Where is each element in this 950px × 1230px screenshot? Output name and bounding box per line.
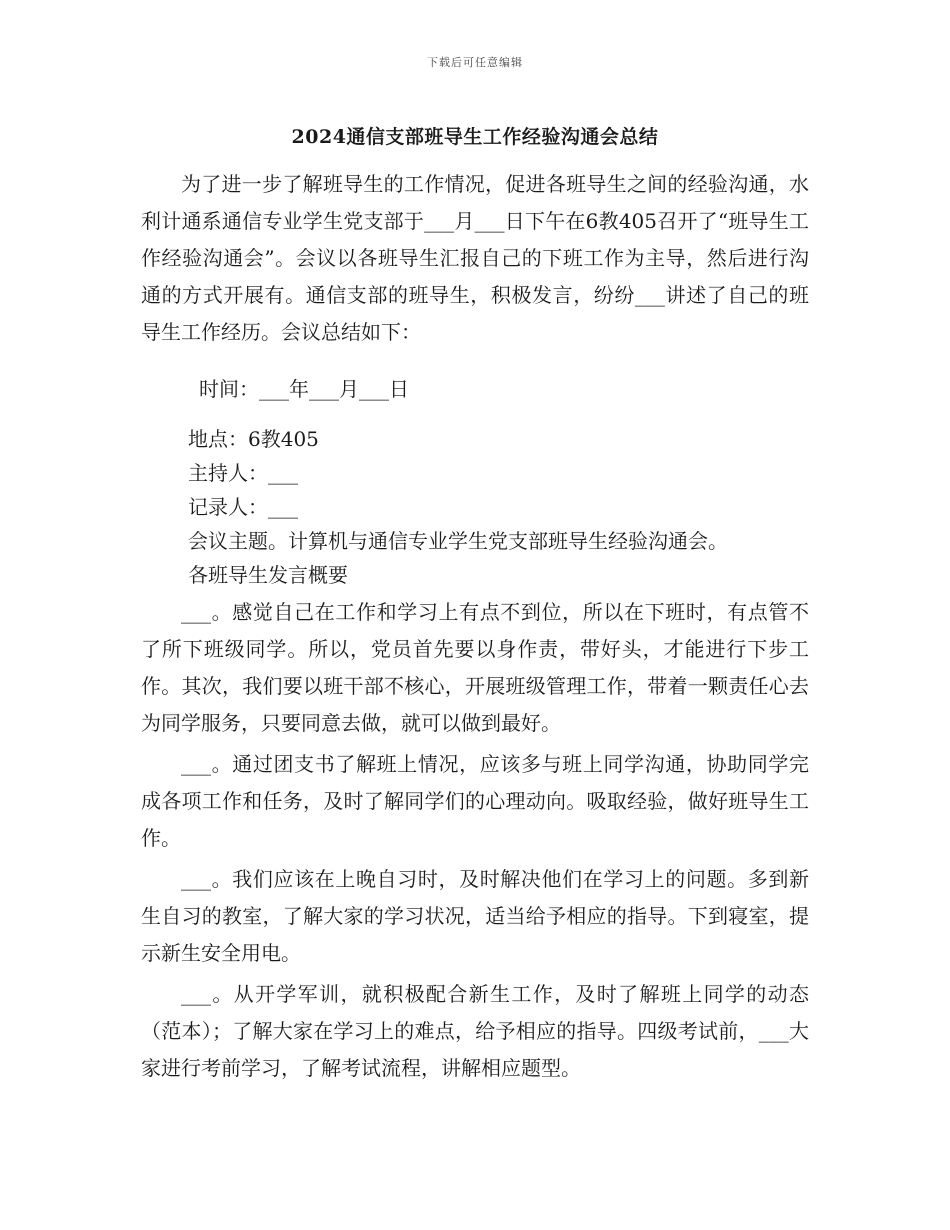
speech-paragraph: ___。我们应该在上晚自习时，及时解决他们在学习上的问题。多到新生自习的教室，了解大家的学习状况，适当给予相应的指导。下到寝室，提示新生安全用电。 [141,867,809,965]
meeting-theme: 会议主题。计算机与通信专业学生党支部班导生经验沟通会。 [188,529,728,553]
intro-paragraph: 为了进一步了解班导生的工作情况，促进各班导生之间的经验沟通，水利计通系通信专业学生党支部于___月___日下午在6教405召开了“班导生工作经验沟通会”。会议以各班导生汇报自己的下班工作为主导，然后进行沟通的方式开展有。通信支部的班导生，积极发言，纷纷___讲述了自己的班导生工作经历。会议总结如下： [141,172,809,344]
meeting-location: 地点：6教405 [188,427,319,451]
speech-summary-heading: 各班导生发言概要 [188,563,348,587]
page-header-note: 下载后可任意编辑 [427,56,523,69]
speech-paragraph: ___。通过团支书了解班上情况，应该多与班上同学沟通，协助同学完成各项工作和任务，及时了解同学们的心理动向。吸取经验，做好班导生工作。 [141,752,809,850]
meeting-recorder: 记录人：___ [188,495,298,519]
meeting-host: 主持人：___ [188,461,298,485]
speech-paragraph: ___。感觉自己在工作和学习上有点不到位，所以在下班时，有点管不了所下班级同学。所以，党员首先要以身作责，带好头，才能进行下步工作。其次，我们要以班干部不核心，开展班级管理工作，带着一颗责任心去为同学服务，只要同意去做，就可以做到最好。 [141,600,809,735]
speeches-section [141,594,809,1087]
document-body [141,166,809,1091]
speech-paragraph: ___。从开学军训，就积极配合新生工作，及时了解班上同学的动态（范本）；了解大家在学习上的难点，给予相应的指导。四级考试前，___大家进行考前学习，了解考试流程，讲解相应题型。 [141,982,809,1080]
document-title: 2024通信支部班导生工作经验沟通会总结 [291,126,659,148]
meeting-time: 时间：___年___月___日 [199,377,409,401]
